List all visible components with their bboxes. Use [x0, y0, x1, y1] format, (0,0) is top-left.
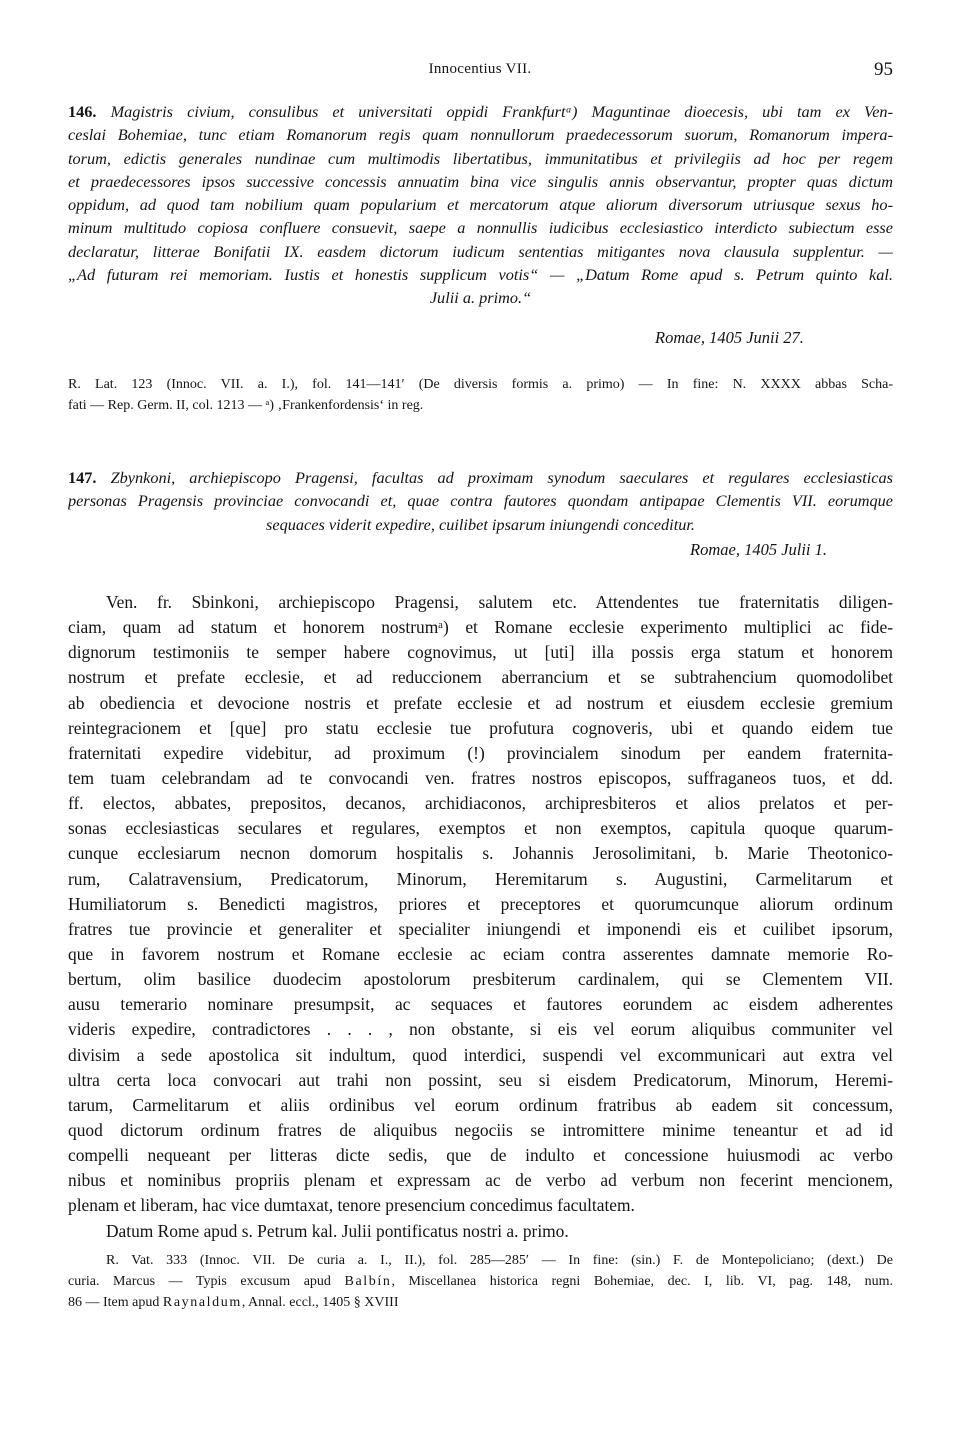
- regest-line: et praedecessores ipsos successive concessis annuatim bina vice singulis annis observantur, propter quas dictum: [68, 171, 893, 191]
- text-line: quod dictorum ordinum fratres de aliquibus negociis se intromittere minime teneantur et ad id: [68, 1119, 893, 1140]
- regest-line: minum multitudo copiosa confluere consuevit, saepe a nonnullis iudicibus ecclesiastico interdicto subiectum esse: [68, 218, 893, 238]
- text-line: Ven. fr. Sbinkoni, archiepiscopo Pragensi, salutem etc. Attendentes tue fraternitatis diligen-: [106, 592, 893, 612]
- regest-147: [68, 466, 893, 536]
- source-note-146: [68, 374, 893, 416]
- text-line: sonas ecclesiasticas seculares et regulares, exemptos et non exemptos, capitula quoque quarum-: [68, 818, 893, 839]
- regest-line: ceslai Bohemiae, tunc etiam Romanorum regis quam nonnullorum praedecessorum suorum, Romanorum impera-: [68, 125, 893, 145]
- text-line: reintegracionem et [que] pro statu ecclesie tue profutura cognoveris, ubi et quando eidem tue: [68, 717, 893, 738]
- text-line: fraternitati expedire videbitur, ad proximum (!) provincialem sinodum per eandem fraternita-: [68, 742, 893, 763]
- text-line: bertum, olim basilice duodecim apostolorum presbiterum cardinalem, qui se Clementem VII.: [68, 969, 893, 990]
- text-line: nostrum et prefate ecclesie, et ad reduccionem aberrancium et se subtrahencium quomodolibet: [68, 667, 893, 688]
- text-line: compelli nequeant per litteras dicte sedis, que de indulto et concessione huiusmodi ac verbo: [68, 1145, 893, 1166]
- text-line: ausu temerario nominare presumpsit, ac sequaces et fautores eorundem ac eisdem adherentes: [68, 994, 893, 1015]
- note-line: 86 — Item apud Raynaldum, Annal. eccl., 1405 § XVIII: [68, 1295, 399, 1310]
- text-line: ciam, quam ad statum et honorem nostrumᵃ) et Romane ecclesie experimento multiplici ac fide-: [68, 617, 893, 638]
- text-line: cunque ecclesiarum necnon domorum hospitalis s. Johannis Jerosolimitani, b. Marie Theotonico-: [68, 843, 893, 864]
- date-line-147: Romae, 1405 Julii 1.: [690, 540, 828, 559]
- text-line: ff. electos, abbates, prepositos, decanos, archidiaconos, archipresbiteros et alios prelatos et per-: [68, 793, 893, 814]
- running-title: Innocentius VII.: [428, 61, 532, 77]
- document-text-147: [68, 590, 893, 1244]
- text-line: ab obediencia et devocione nostris et prefate ecclesie et ad nostrum et eiusdem ecclesie gremium: [68, 692, 893, 713]
- text-line: que in favorem nostrum et Romane ecclesie ac eciam contra asserentes damnate memorie Ro-: [68, 943, 893, 964]
- regest-line: torum, edictis generales nundinae cum multimodis libertatibus, immunitatibus et privilegiis ad hoc per regem: [68, 148, 893, 168]
- page-number: 95: [874, 59, 893, 80]
- note-line: fati — Rep. Germ. II, col. 1213 — ᵃ) ‚Frankenfordensis‘ in reg.: [68, 398, 424, 413]
- note-line: curia. Marcus — Typis excusum apud Balbín, Miscellanea historica regni Bohemiae, dec. I, lib. VI, pag. 148, num.: [68, 1274, 893, 1289]
- author-name: Balbín: [344, 1274, 392, 1289]
- document-number: 147.: [68, 468, 97, 487]
- text-line: divisim a sede apostolica sit indultum, quod interdici, suspendi vel excommunicari aut extra vel: [68, 1044, 893, 1065]
- regest-line: Julii a. primo.“: [429, 288, 532, 308]
- text-line: Datum Rome apud s. Petrum kal. Julii pontificatus nostri a. primo.: [106, 1220, 569, 1241]
- text-line: fratres tue provincie et generaliter et specialiter iniungendi et imponendi eis et cuilibet ipsorum,: [68, 918, 893, 939]
- regest-line: 146. Magistris civium, consulibus et universitati oppidi Frankfurtᵃ) Maguntinae dioecesis, ubi tam ex Ven-: [68, 102, 893, 121]
- regest-line: oppidum, ad quod tam nobilium quam popularium et mercatorum atque aliorum diversorum utriusque sexus ho-: [68, 195, 893, 215]
- regest-line: 147. Zbynkoni, archiepiscopo Pragensi, facultas ad proximam synodum saeculares et regulares ecclesiasticas: [68, 468, 893, 487]
- text-line: Humiliatorum s. Benedicti magistros, priores et preceptores et quorumcunque aliorum ordinum: [68, 893, 893, 914]
- text-line: nibus et nominibus propriis plenam et expressam ac de verbo ad verbum non fecerint mencionem,: [68, 1170, 893, 1191]
- source-note-147: [68, 1250, 893, 1313]
- date-line-146: Romae, 1405 Junii 27.: [655, 328, 804, 347]
- text-line: ultra certa loca convocari aut trahi non possint, seu si eisdem Predicatorum, Minorum, Heremi-: [68, 1069, 893, 1090]
- regest-line: „Ad futuram rei memoriam. Iustis et honestis supplicum votis“ — „Datum Rome apud s. Petrum quinto kal.: [68, 265, 893, 285]
- text-line: videris expedire, contradictores . . . , non obstante, si eis vel eorum aliquibus communiter vel: [68, 1019, 893, 1040]
- note-line: R. Vat. 333 (Innoc. VII. De curia a. I., II.), fol. 285—285′ — In fine: (sin.) F. de Montepoliciano; (dext.) De: [106, 1253, 893, 1268]
- regest-line: sequaces viderit expedire, cuilibet ipsarum iniungendi conceditur.: [266, 514, 695, 534]
- text-line: dignorum testimoniis te semper habere cognovimus, ut [uti] illa possis erga statum et honorem: [68, 642, 893, 663]
- note-line: R. Lat. 123 (Innoc. VII. a. I.), fol. 141—141′ (De diversis formis a. primo) — In fine: N. XXXX abbas Scha-: [68, 377, 893, 392]
- text-line: plenam et liberam, hac vice dumtaxat, tenore presencium concedimus facultatem.: [68, 1195, 635, 1216]
- text-line: rum, Calatravensium, Predicatorum, Minorum, Heremitarum s. Augustini, Carmelitarum et: [68, 868, 893, 889]
- text-line: tem tuam celebrandam ad te convocandi ven. fratres nostros episcopos, suffraganeos tuos, et dd.: [68, 767, 893, 788]
- regest-146: [68, 100, 893, 310]
- regest-line: personas Pragensis provinciae convocandi et, quae contra fautores quondam antipapae Clementis VII. eorumque: [68, 491, 893, 511]
- running-head: [0, 57, 960, 85]
- author-name: Raynaldum: [162, 1295, 242, 1310]
- document-number: 146.: [68, 102, 97, 121]
- text-line: tarum, Carmelitarum et aliis ordinibus vel eorum ordinum fratribus ab eadem sit concessum,: [68, 1094, 893, 1115]
- regest-line: declaratur, litterae Bonifatii IX. easdem dictorum iudicum sententias mitigantes nova clausula supplentur. —: [68, 241, 893, 261]
